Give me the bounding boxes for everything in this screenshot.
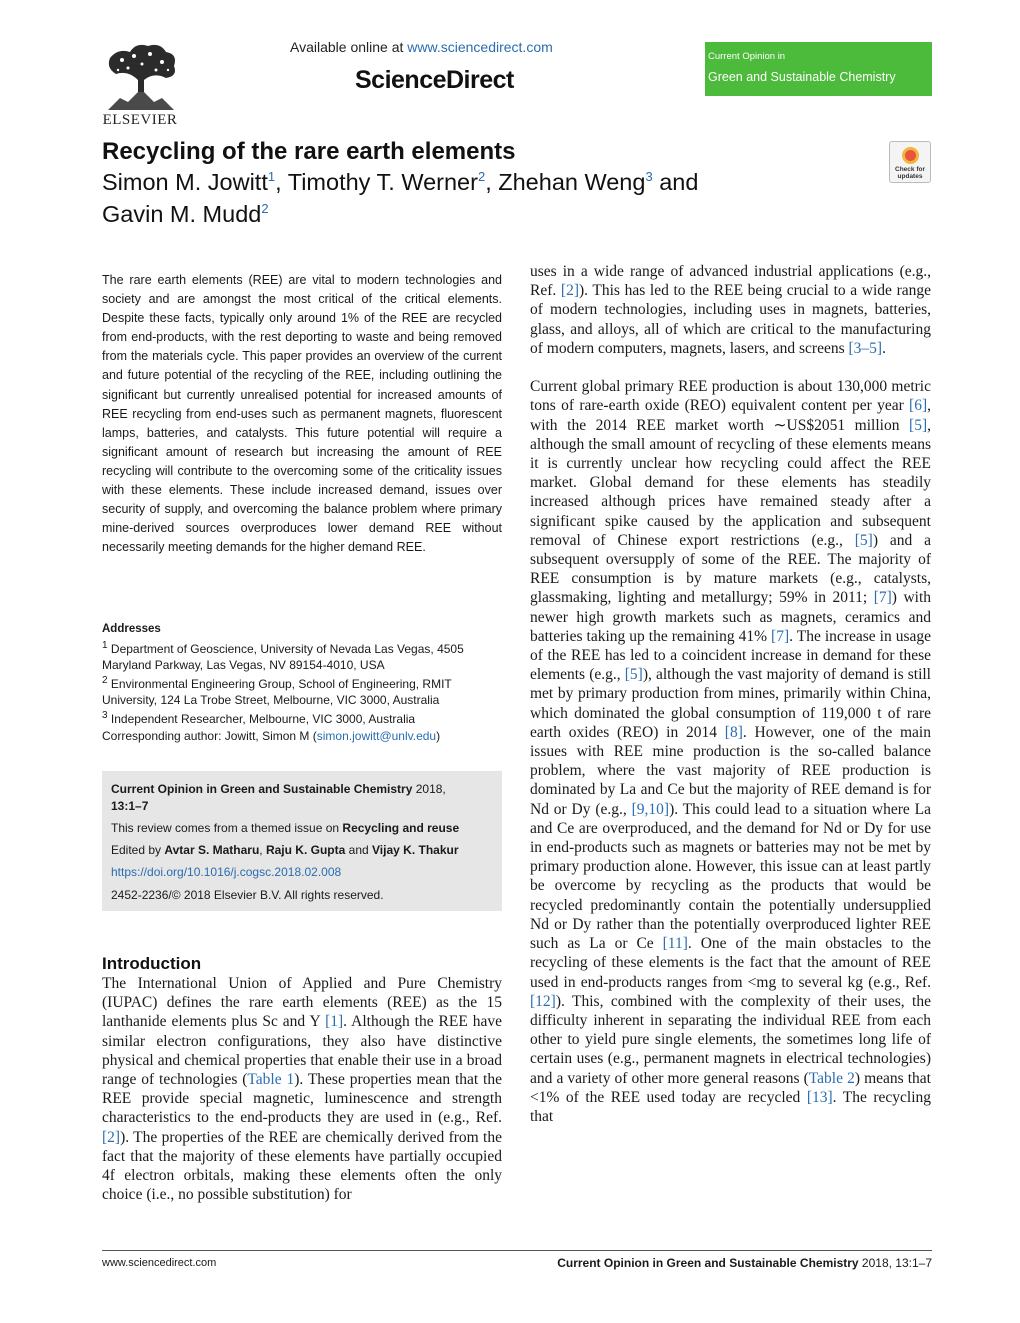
citation-link[interactable]: [5] xyxy=(624,666,643,684)
introduction-paragraph xyxy=(102,974,502,1204)
footer-citation: Current Opinion in Green and Sustainable Chemistry 2018, 13:1–7 xyxy=(557,1256,932,1270)
body-text: ). This, combined with the complexity of their uses, the difficulty inherent in separating the individual REE from each other to yield pure single elements, the sometimes long life of certain uses (e.g., permanent magnets in electrical technologies) and a variety of other more general reasons ( xyxy=(530,992,931,1087)
body-paragraph xyxy=(530,377,931,1126)
author-affiliation[interactable]: 1 xyxy=(267,169,276,185)
right-column xyxy=(530,262,931,1145)
address-item: $^1$ Department of Geoscience, University of Nevada Las Vegas, 4505 Maryland Parkway, Las Vegas, NV 89154-4010, USA xyxy=(102,640,464,672)
address-item: $^3$ Independent Researcher, Melbourne, VIC 3000, Australia xyxy=(102,710,416,726)
author-name: Gavin M. Mudd xyxy=(102,201,262,227)
check-updates-label: Check for updates xyxy=(895,166,925,180)
body-paragraph xyxy=(530,262,931,358)
body-text: ) means that <1% of the REE used today are recycled xyxy=(530,1069,931,1106)
body-text: , with the 2014 REE market worth ∼US$2051 million xyxy=(530,397,931,434)
author-name: Timothy T. Werner xyxy=(287,169,478,195)
body-text: ) with newer high growth markets such as magnets, ceramics and batteries taking up the remaining 41% xyxy=(530,589,931,645)
author-list: Simon M. Jowitt$^1$, Timothy T. Werner$^2$, Zhehan Weng$^3$ and Gavin M. Mudd$^2$ xyxy=(102,169,699,227)
journal-banner xyxy=(705,42,932,96)
footer-url: www.sciencedirect.com xyxy=(102,1257,217,1269)
body-text: The International Union of Applied and Pure Chemistry (IUPAC) defines the rare earth elements (REE) as the 15 lanthanide elements plus Sc and Y xyxy=(102,975,502,1031)
author-name: Zhehan Weng xyxy=(498,169,646,195)
citation-link[interactable]: [12] xyxy=(530,992,556,1010)
sciencedirect-title: ScienceDirect xyxy=(355,66,514,94)
citation-link[interactable]: [2] xyxy=(560,282,579,300)
body-text: ) and a subsequent oversupply of some of the REE. The majority of REE consumption is by mature markets (e.g., catalysts, glassmaking, lighting and metallurgy; 59% in 2011; xyxy=(530,531,931,607)
doi-link[interactable]: https://doi.org/10.1016/j.cogsc.2018.02.008 xyxy=(111,865,342,879)
body-text: . One of the main obstacles to the recycling of these elements is the fact that the amount of REE used in end-products ranges from <mg to several kg (e.g., Ref. xyxy=(530,935,931,991)
address-item: $^2$ Environmental Engineering Group, School of Engineering, RMIT University, 124 La Trobe Street, Melbourne, VIC 3000, Australia xyxy=(102,675,452,707)
author-affiliation[interactable]: 2 xyxy=(477,169,486,185)
body-text: ), although the vast majority of demand is still met by primary production from mines, primarily within China, which dominated the global consumption of 119,000 t of rare earth oxides (REO) in 2014 xyxy=(530,666,931,741)
author-email-link[interactable]: simon.jowitt@unlv.edu xyxy=(316,729,437,743)
author-affiliation[interactable]: 3 xyxy=(645,169,653,185)
journal-citation: Current Opinion in Green and Sustainable Chemistry 2018, 13:1–7 xyxy=(111,782,446,813)
publisher-name: ELSEVIER xyxy=(102,112,178,128)
sciencedirect-link[interactable]: www.sciencedirect.com xyxy=(407,39,553,55)
body-text: , although the small amount of recycling of these elements means it is currently unclear how recycling could affect the REE market. Global demand for these elements has steadily increased although prices have remained steady after a significant spike caused by the application and subsequent removal of Chinese export restrictions (e.g., xyxy=(530,416,931,549)
editors-line: Edited by Avtar S. Matharu, Raju K. Gupta and Vijay K. Thakur xyxy=(111,843,459,857)
addresses-heading: Addresses xyxy=(102,623,161,635)
body-text: ). These properties mean that the REE provide special magnetic, luminescence and strength characteristics to the end-products they are used in (e.g., Ref. xyxy=(102,1071,502,1127)
themed-issue-line: This review comes from a themed issue on Recycling and reuse xyxy=(111,821,460,835)
body-text: . Although the REE have similar electron configurations, they also have distinctive physical and chemical properties that enable their use in a broad range of technologies ( xyxy=(102,1013,502,1089)
footer-divider xyxy=(102,1250,932,1251)
body-text: . xyxy=(882,339,886,357)
body-text: ). This could lead to a situation where La and Ce are overproduced, and the demand for Nd or Dy for use in end-products such as magnets or batteries may not be met by primary production alone. However, this issue can at least partly be overcome by recycling as the products that would be recycled predominantly contain the potentially undersupplied Nd or Dy rather than the potentially overproduced lighter REE such as La or Ce xyxy=(530,800,931,953)
citation-link[interactable]: [2] xyxy=(102,1128,121,1146)
copyright-line: 2452-2236/© 2018 Elsevier B.V. All rights reserved. xyxy=(111,888,384,902)
available-online-line: Available online at www.sciencedirect.com xyxy=(290,39,553,55)
citation-link[interactable]: [1] xyxy=(325,1013,344,1031)
body-text: . However, one of the main issues with REE mine production is the so-called balance problem, where the vast majority of REE production is dominated by La and Ce but the majority of REE demand is for Nd or Dy (e.g., xyxy=(530,723,931,818)
citation-link[interactable]: [5] xyxy=(854,531,873,549)
author-affiliation[interactable]: 2 xyxy=(261,201,269,217)
body-text: . The increase in usage of the REE has led to a coincident increase in demand for these elements (e.g., xyxy=(530,627,932,684)
citation-link[interactable]: Table 1 xyxy=(247,1071,295,1089)
check-for-updates-button[interactable] xyxy=(889,141,931,183)
citation-link[interactable]: [7] xyxy=(873,589,892,607)
body-text: ). This has led to the REE being crucial to a wide range of modern technologies, including uses in magnets, batteries, glass, and alloys, all of which are critical to the manufacturing of modern computers, magnets, lasers, and screens xyxy=(530,282,931,357)
article-info-box xyxy=(102,771,502,911)
introduction-heading: Introduction xyxy=(102,954,202,973)
journal-banner-line1: Current Opinion in xyxy=(708,51,786,62)
abstract: The rare earth elements (REE) are vital to modern technologies and society and are amongst the most critical of the critical elements. Despite these facts, typically only around 1% of the REE are recycled from end-products, with the rest deporting to waste and being removed from the materials cycle. This paper provides an overview of the current and future potential of the recycling of the REE, including outlining the significant but currently unrealised potential for increased amounts of REE recycling from end-uses such as permanent magnets, fluorescent lamps, batteries, and catalysts. This future potential will require a significant amount of research but increasing the amount of REE recycling will contribute to the overcoming some of the criticality issues with these elements. These include increased demand, issues over security of supply, and overcoming the balance problem where primary mine-derived sources overproduces lower demand REE without necessarily meeting demands for the higher demand REE. xyxy=(102,273,502,555)
body-text: ). The properties of the REE are chemically derived from the fact that the majority of these elements have partially occupied 4f electron orbitals, making these elements often the only choice (i.e., no possible substitution) for xyxy=(102,1128,502,1204)
journal-banner-line2: Green and Sustainable Chemistry xyxy=(708,70,896,84)
addresses xyxy=(102,621,502,727)
body-text: uses in a wide range of advanced industrial applications (e.g., Ref. xyxy=(530,263,931,300)
citation-link[interactable]: [3–5] xyxy=(848,339,883,357)
body-text: . The recycling that xyxy=(530,1088,932,1125)
citation-link[interactable]: [5] xyxy=(909,416,928,434)
article-title: Recycling of the rare earth elements xyxy=(102,138,516,165)
body-text: Current global primary REE production is about 130,000 metric tons of rare-earth oxide (REO) equivalent content per year xyxy=(530,378,931,415)
citation-link[interactable]: Table 2 xyxy=(808,1069,855,1087)
citation-link[interactable]: [6] xyxy=(909,397,928,415)
citation-link[interactable]: [13] xyxy=(806,1088,833,1106)
author-name: Simon M. Jowitt xyxy=(102,169,268,195)
citation-link[interactable]: [11] xyxy=(662,935,688,953)
citation-link[interactable]: [9,10] xyxy=(631,800,670,818)
citation-link[interactable]: [7] xyxy=(771,627,790,645)
citation-link[interactable]: [8] xyxy=(724,723,743,741)
bookmark-icon xyxy=(902,147,919,164)
corresponding-author: Corresponding author: Jowitt, Simon M (simon.jowitt@unlv.edu) xyxy=(102,729,441,743)
